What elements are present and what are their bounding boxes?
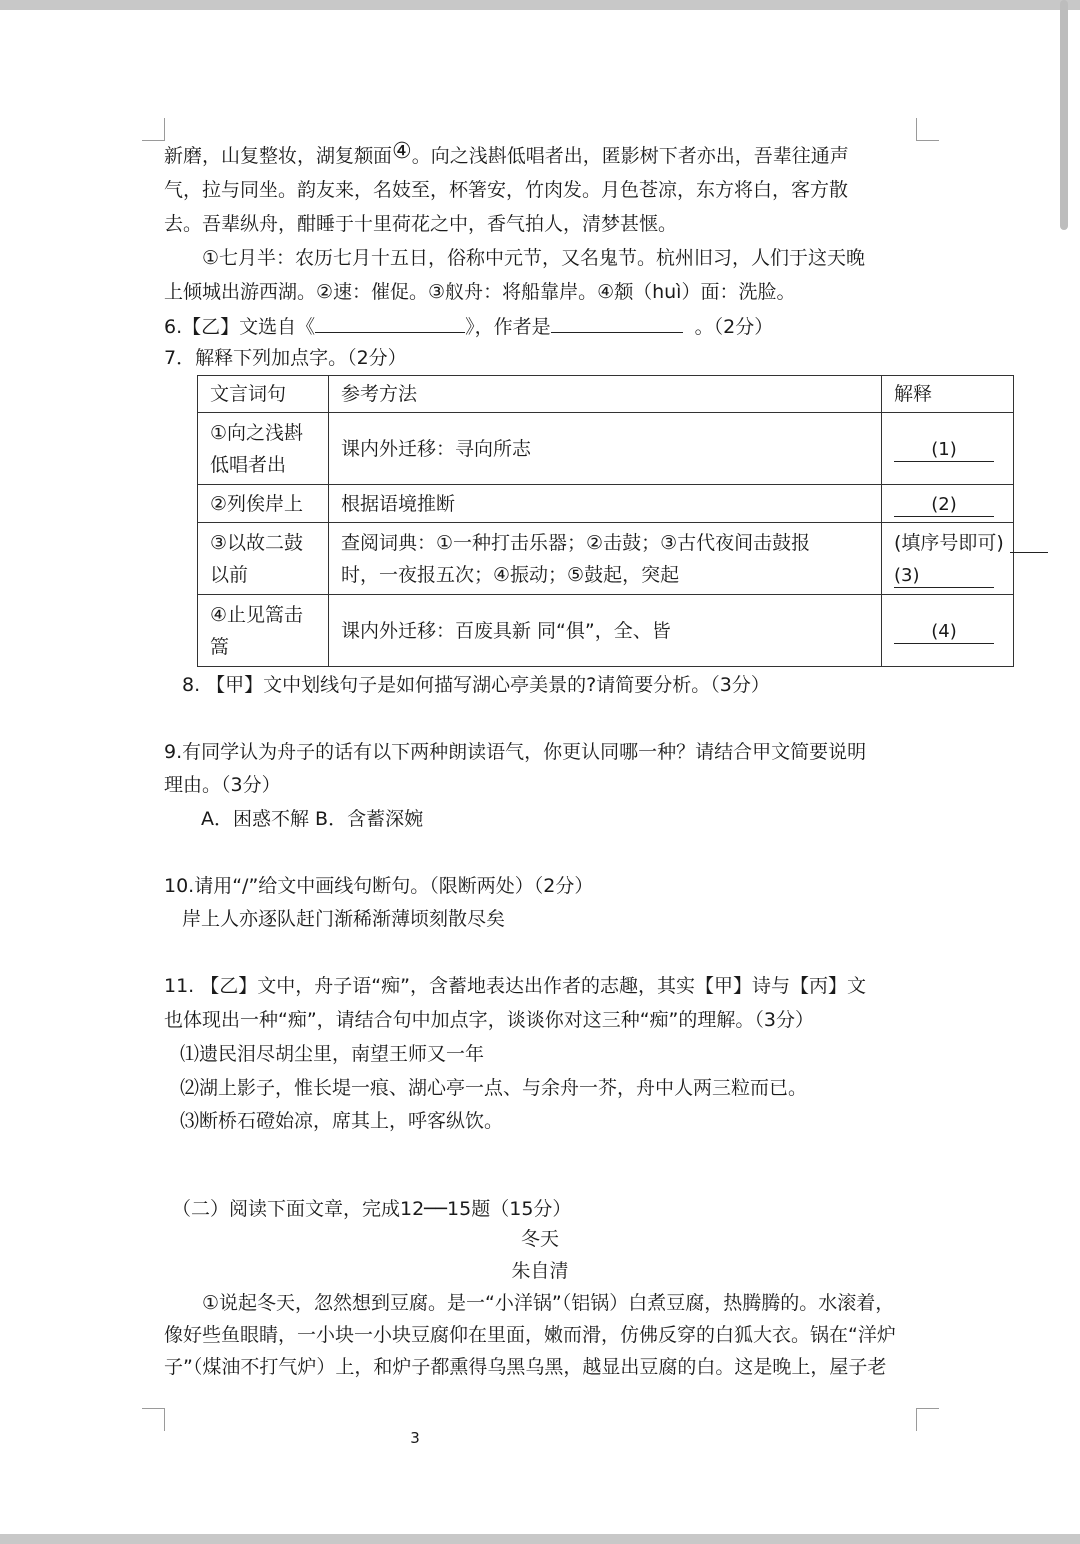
- essay-title: 冬天: [520, 1228, 559, 1250]
- method-cell: 查阅词典：①一种打击乐器；②击鼓；③古代夜间击鼓报 时，一夜报五次；④振动；⑤鼓起，突起: [329, 523, 882, 595]
- notes-line-1: ①七月半：农历七月十五日，俗称中元节，又名鬼节。杭州旧习，人们于这天晚: [202, 247, 866, 269]
- answer-cell[interactable]: [882, 595, 1014, 667]
- answer-blank-2: (2): [894, 494, 994, 517]
- answer-cell[interactable]: [882, 413, 1014, 485]
- question-9-line-2: 理由。（3分）: [164, 774, 281, 796]
- table-row: [198, 485, 1014, 523]
- essay-author: 朱自清: [511, 1260, 569, 1282]
- viewer-bottom-bar: [0, 1534, 1080, 1544]
- answer-blank-4: (4): [894, 621, 994, 644]
- phrase-cell: ①向之浅斟 低唱者出: [198, 413, 329, 485]
- question-8: 8. 【甲】文中划线句子是如何描写湖心亭美景的?请简要分析。（3分）: [182, 674, 770, 696]
- crop-mark-bottom-right: [916, 1408, 939, 1431]
- question-11-item-3: ⑶断桥石磴始凉，席其上，呼客纵饮。: [180, 1110, 504, 1132]
- question-11-item-2: ⑵湖上影子，惟长堤一痕、湖心亭一点、与余舟一芥，舟中人两三粒而已。: [180, 1077, 808, 1099]
- phrase-cell: ④止见篙击 篙: [198, 595, 329, 667]
- crop-mark-top-left: [142, 118, 165, 141]
- vertical-scrollbar[interactable]: [1060, 0, 1068, 230]
- passage-line-2: 气，拉与同坐。韵友来，名妓至，杯箸安，竹肉发。月色苍凉，东方将白，客方散: [164, 179, 849, 201]
- answer-blank-3: (3): [894, 565, 994, 588]
- table-header-row: [198, 376, 1014, 413]
- crop-mark-top-right: [916, 118, 939, 141]
- vocab-table: [197, 375, 1014, 667]
- crop-mark-bottom-left: [142, 1408, 165, 1431]
- table-row: [198, 413, 1014, 485]
- passage-line-3: 去。吾辈纵舟，酣睡于十里荷花之中，香气拍人，清梦甚惬。: [164, 213, 678, 235]
- method-cell: 根据语境推断: [329, 485, 882, 523]
- header-explain: 解释: [882, 376, 1014, 413]
- answer-line-overflow: [1010, 552, 1048, 553]
- passage-line-1: 新磨，山复整妆，湖复颒面④。向之浅斟低唱者出，匿影树下者亦出，吾辈往通声: [164, 139, 849, 167]
- method-cell: 课内外迁移：百废具新 同“俱”，全、皆: [329, 595, 882, 667]
- question-11-line-2: 也体现出一种“痴”，请结合句中加点字，谈谈你对这三种“痴”的理解。（3分）: [164, 1009, 814, 1031]
- table-row: [198, 595, 1014, 667]
- question-11-item-1: ⑴遗民泪尽胡尘里，南望王师又一年: [180, 1043, 485, 1065]
- question-6: 6.【乙】文选自《 》，作者是 。（2分）: [164, 312, 773, 340]
- answer-cell[interactable]: [882, 523, 1014, 595]
- question-9-options: A．困惑不解 B．含蓄深婉: [201, 808, 424, 830]
- question-10-sentence: 岸上人亦逐队赶门渐稀渐薄顷刻散尽矣: [182, 908, 506, 930]
- method-cell: 课内外迁移：寻向所志: [329, 413, 882, 485]
- question-7-stem: 7．解释下列加点字。（2分）: [164, 347, 407, 369]
- essay-line-1: ①说起冬天，忽然想到豆腐。是一“小洋锅”（铝锅）白煮豆腐，热腾腾的。水滚着，: [202, 1292, 895, 1314]
- question-10-stem: 10.请用“/”给文中画线句断句。（限断两处）（2分）: [164, 875, 594, 897]
- question-9-line-1: 9.有同学认为舟子的话有以下两种朗读语气，你更认同哪一种？请结合甲文简要说明: [164, 741, 867, 763]
- answer-blank-1: (1): [894, 439, 994, 462]
- viewer-top-bar: [0, 0, 1080, 10]
- header-phrase: 文言词句: [198, 376, 329, 413]
- page-number: 3: [410, 1429, 420, 1447]
- book-title-blank[interactable]: [315, 312, 465, 333]
- answer-note: (填序号即可): [894, 531, 1004, 554]
- header-method: 参考方法: [329, 376, 882, 413]
- phrase-cell: ②列俟岸上: [198, 485, 329, 523]
- footnote-marker: ④: [392, 139, 412, 164]
- phrase-cell: ③以故二鼓 以前: [198, 523, 329, 595]
- table-row: [198, 523, 1014, 595]
- answer-cell[interactable]: [882, 485, 1014, 523]
- essay-line-2: 像好些鱼眼睛，一小块一小块豆腐仰在里面，嫩而滑，仿佛反穿的白狐大衣。锅在“洋炉: [164, 1324, 896, 1346]
- essay-line-3: 子”（煤油不打气炉）上，和炉子都熏得乌黑乌黑，越显出豆腐的白。这是晚上，屋子老: [164, 1356, 887, 1378]
- notes-line-2: 上倾城出游西湖。②速：催促。③舣舟：将船靠岸。④颒（huì）面：洗脸。: [164, 281, 796, 303]
- author-blank[interactable]: [551, 312, 683, 333]
- question-11-line-1: 11. 【乙】文中，舟子语“痴”，含蓄地表达出作者的志趣，其实【甲】诗与【丙】文: [164, 975, 866, 997]
- section-2-heading: （二）阅读下面文章，完成12──15题（15分）: [172, 1198, 572, 1220]
